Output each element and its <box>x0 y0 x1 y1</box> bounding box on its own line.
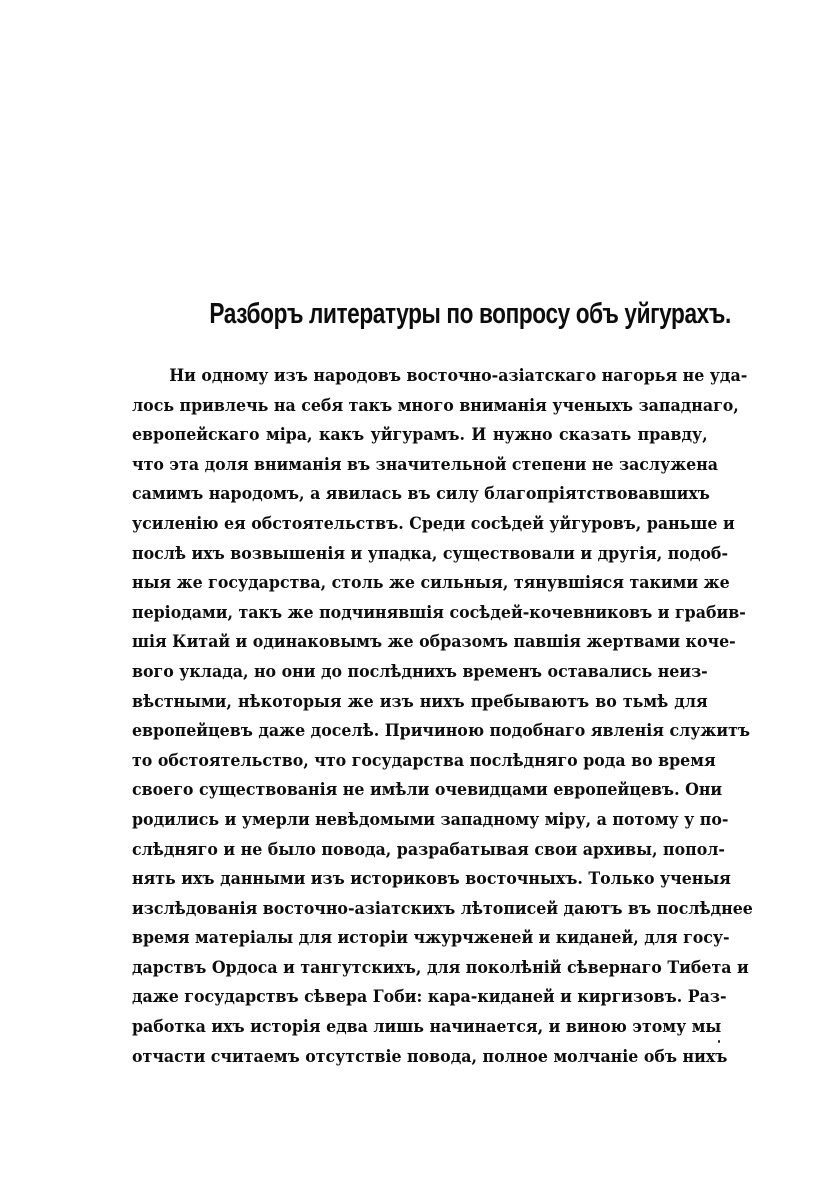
text-line: даже государствъ сѣвера Гоби: кара-киданей и киргизовъ. Раз- <box>132 987 727 1008</box>
text-line: дарствъ Ордоса и тангутскихъ, для поколѣній сѣвернаго Тибета и <box>132 957 749 978</box>
text-line: изслѣдованія восточно-азіатскихъ лѣтописей даютъ въ послѣднее <box>132 898 753 919</box>
text-line: время матеріалы для исторіи чжурчженей и киданей, для госу- <box>132 928 730 949</box>
text-line: слѣдняго и не было повода, разрабатывая свои архивы, попол- <box>132 839 725 860</box>
text-line: родились и умерли невѣдомыми западному міру, а потому у по- <box>132 809 729 830</box>
text-line: шія Китай и одинаковымъ же образомъ павшія жертвами кочe- <box>132 632 736 653</box>
text-line: ныя же государства, столь же сильныя, тянувшіяся такими же <box>132 573 730 594</box>
text-line: отчасти считаемъ отсутствіе повода, полное молчаніе объ нихъ <box>132 1046 728 1067</box>
text-line: вѣстными, нѣкоторыя же изъ нихъ пребываютъ во тьмѣ для <box>132 691 708 712</box>
body-paragraph <box>132 362 753 1072</box>
text-line: послѣ ихъ возвышенія и упадка, существовали и другія, подоб- <box>132 543 729 564</box>
text-line: нять ихъ данными изъ историковъ восточныхъ. Только ученыя <box>132 869 731 890</box>
text-line: Ни одному изъ народовъ восточно-азіатскаго нагорья не уда- <box>169 366 748 386</box>
text-line: періодами, такъ же подчинявшія сосѣдей-кочевниковъ и грабив- <box>132 602 746 623</box>
text-line: работка ихъ исторія едва лишь начинается, и виною этому мы <box>132 1017 722 1038</box>
print-speck <box>718 1040 720 1043</box>
text-line: лось привлечь на себя такъ много вниманія ученыхъ западнаго, <box>132 395 739 416</box>
text-line: европейскаго міра, какъ уйгурамъ. И нужно сказать правду, <box>132 425 708 446</box>
text-line: своего существованія не имѣли очевидцами европейцевъ. Они <box>132 780 723 801</box>
page-title: Разборъ литературы по вопросу объ уйгурахъ. <box>209 298 731 330</box>
text-line: самимъ народомъ, а явилась въ силу благопріятствовавшихъ <box>132 484 710 505</box>
text-line: европейцевъ даже доселѣ. Причиною подобнаго явленія служитъ <box>132 721 750 742</box>
text-line: усиленію ея обстоятельствъ. Среди сосѣдей уйгуровъ, раньше и <box>132 513 735 534</box>
text-line: что эта доля вниманія въ значительной степени не заслужена <box>132 454 719 475</box>
text-line: вого уклада, но они до послѣднихъ временъ оставались неиз- <box>132 661 708 682</box>
text-line: то обстоятельство, что государства послѣдняго рода во время <box>132 750 716 771</box>
